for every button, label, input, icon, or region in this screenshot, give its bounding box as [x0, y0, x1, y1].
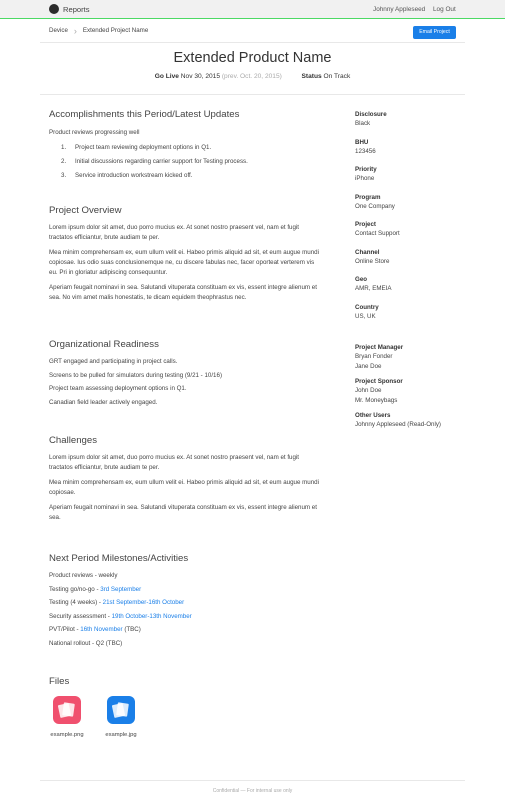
milestone-item: Testing (4 weeks) - 21st September-16th October [49, 599, 185, 607]
top-bar [0, 0, 505, 19]
field-project: Project Contact Support [355, 221, 400, 237]
readiness-section [49, 339, 324, 409]
field-priority: Priority iPhone [355, 166, 377, 182]
milestone-date-link[interactable]: 21st September-16th October [102, 599, 185, 607]
field-channel: Channel Online Store [355, 248, 390, 265]
field-country: Country US, UK [355, 303, 379, 320]
readiness-line: GRT engaged and participating in project calls. [49, 358, 178, 365]
user-name[interactable]: Johnny Appleseed [373, 5, 426, 13]
status-label: Status [301, 73, 322, 80]
files-section [49, 676, 324, 687]
field-project-sponsor: Project Sponsor John Doe Mr. Moneybags [355, 378, 403, 404]
milestone-date-link[interactable]: 3rd September [100, 585, 142, 593]
milestone-item: Security assessment - 19th October-13th November [49, 612, 192, 620]
sidebar [355, 110, 465, 430]
field-program: Program One Company [355, 193, 395, 210]
overview-paragraph: Lorem ipsum dolor sit amet, duo porro mucius ex. At sonet nostro praesent vel, nam et fugit tractatos efficiantur, brute audiam te per. [49, 224, 300, 241]
file-name: example.jpg [105, 732, 137, 738]
golive-prev-date: (prev. Oct. 20, 2015) [221, 73, 282, 80]
golive-status-line [0, 73, 505, 80]
breadcrumb [49, 27, 148, 34]
field-project-manager: Project Manager Bryan Fonder Jane Doe [355, 344, 404, 370]
chevron-right-icon: › [73, 25, 77, 36]
title-divider [40, 94, 465, 95]
milestones-section [49, 553, 324, 651]
jpg-file-icon [107, 696, 135, 724]
challenges-heading: Challenges [49, 435, 98, 446]
challenges-paragraph: Aperiam feugait nominavi in sea. Salutandi vituperata constituam ex vis, essent integre alienum et sea. [49, 504, 317, 521]
milestone-date-link[interactable]: 16th November [80, 626, 123, 634]
logout-link[interactable]: Log Out [433, 5, 456, 13]
golive-label: Go Live [154, 73, 179, 80]
readiness-line: Canadian field leader actively engaged. [49, 398, 158, 406]
milestone-date-link[interactable]: 19th October-13th November [111, 612, 192, 620]
field-disclosure: Disclosure Black [355, 111, 387, 127]
milestone-item: National rollout - Q2 (TBC) [49, 639, 123, 647]
header-divider [40, 42, 465, 43]
list-item: 2. Initial discussions regarding carrier support for Testing process. [61, 158, 248, 165]
milestone-item: Product reviews - weekly [49, 572, 118, 579]
files-heading: Files [49, 676, 70, 687]
field-bhu: BHU 123456 [355, 138, 376, 155]
milestone-item: PVT/Pilot - 16th November (TBC) [49, 626, 141, 634]
file-item[interactable] [46, 696, 88, 738]
brand-logo-icon [49, 4, 59, 14]
overview-heading: Project Overview [49, 205, 122, 216]
milestone-item: Testing go/no-go - 3rd September [49, 585, 142, 593]
challenges-paragraph: Lorem ipsum dolor sit amet, duo porro mucius ex. At sonet nostro praesent vel, nam et fugit tractatos efficiantur, brute audiam te per. [49, 454, 300, 471]
footer-text: Confidential — For internal use only [212, 788, 293, 794]
accomplishments-section [49, 109, 324, 183]
png-file-icon [53, 696, 81, 724]
challenges-section [49, 435, 324, 523]
accomplishments-heading: Accomplishments this Period/Latest Updates [49, 109, 240, 120]
breadcrumb-parent[interactable]: Device [49, 27, 68, 34]
list-item: 3. Service introduction workstream kicked off. [61, 172, 193, 179]
overview-paragraph: Mea minim comprehensam ex, eum ullum velit ei. Habeo primis aliquid ad sit, et eum augue mundi copiosae. Ius odio suas conclusionemque ne, cu discere fabulas nec, facer oporteat verterem vis eu. Pri in gloriatur adipiscing consequuntur. [49, 249, 319, 276]
field-other-users: Other Users Johnny Appleseed (Read-Only) [355, 412, 441, 428]
status-value: On Track [323, 73, 351, 80]
readiness-heading: Organizational Readiness [49, 339, 159, 350]
overview-section [49, 205, 324, 303]
accomplishments-list [49, 141, 324, 183]
page-title: Extended Product Name [173, 50, 332, 66]
brand[interactable] [49, 4, 90, 14]
field-geo: Geo AMR, EMEIA [355, 276, 392, 292]
list-item: 1. Project team reviewing deployment options in Q1. [61, 144, 212, 151]
readiness-line: Project team assessing deployment options in Q1. [49, 385, 187, 393]
golive-date: Nov 30, 2015 [180, 73, 220, 80]
readiness-line: Screens to be pulled for simulators during testing (9/21 - 10/16) [49, 371, 222, 379]
email-project-button[interactable]: Email Project [413, 26, 456, 39]
footer-divider [40, 780, 465, 781]
overview-paragraph: Aperiam feugait nominavi in sea. Salutandi vituperata constituam ex vis, essent integre alienum et sea. No vim amet malis honestatis, te dicam equidem theophrastus nec. [49, 284, 317, 301]
brand-label: Reports [63, 4, 90, 14]
breadcrumb-current: Extended Project Name [82, 27, 149, 34]
accomplishments-intro: Product reviews progressing well [49, 129, 140, 136]
milestones-heading: Next Period Milestones/Activities [49, 553, 189, 564]
file-item[interactable] [100, 696, 142, 738]
challenges-paragraph: Mea minim comprehensam ex, eum ullum velit ei. Habeo primis aliquid ad sit, et eum augue mundi copiosae. [49, 479, 319, 496]
file-name: example.png [50, 732, 84, 738]
